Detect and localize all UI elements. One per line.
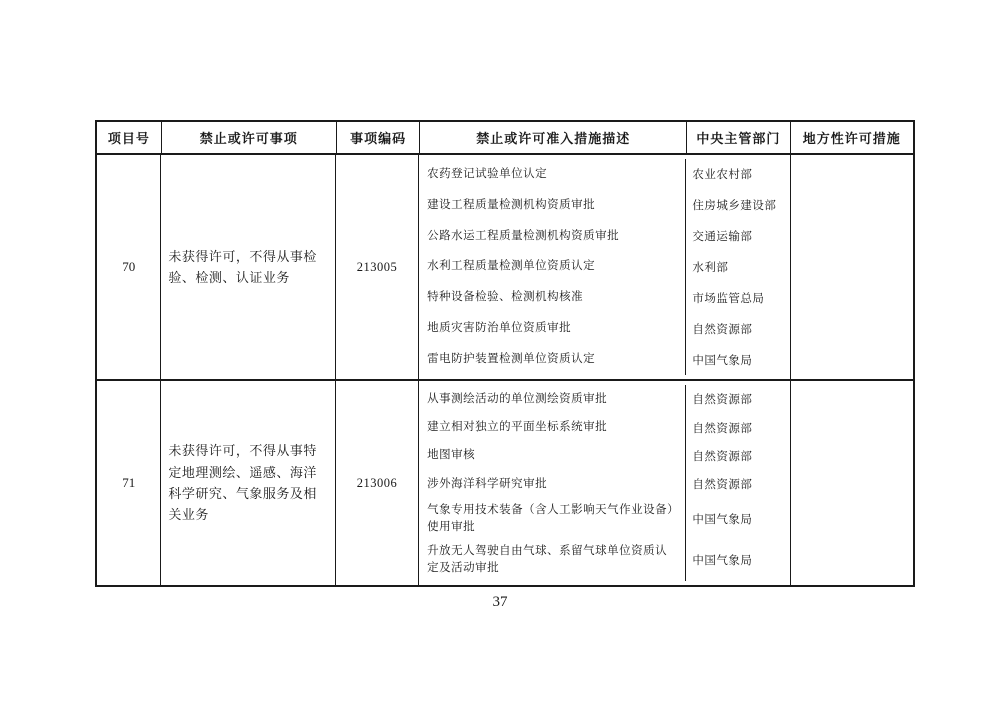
measure-text: 气象专用技术装备（含人工影响天气作业设备）使用审批 bbox=[419, 499, 686, 540]
measure-dept: 住房城乡建设部 bbox=[692, 200, 777, 213]
measure-row bbox=[419, 385, 790, 413]
measure-dept: 交通运输部 bbox=[692, 231, 753, 244]
measure-text: 农药登记试验单位认定 bbox=[419, 159, 686, 190]
measure-row bbox=[419, 159, 790, 190]
measure-dept: 中国气象局 bbox=[692, 354, 753, 367]
header-local-measures: 地方性许可措施 bbox=[802, 131, 901, 146]
measure-row bbox=[419, 344, 790, 375]
measure-text: 从事测绘活动的单位测绘资质审批 bbox=[419, 385, 686, 413]
measure-row bbox=[419, 221, 790, 252]
measure-row bbox=[419, 252, 790, 283]
item-number: 70 bbox=[97, 155, 161, 379]
permission-items-table bbox=[95, 120, 915, 587]
measure-dept: 自然资源部 bbox=[692, 479, 753, 492]
measure-row bbox=[419, 190, 790, 221]
measure-dept: 自然资源部 bbox=[692, 422, 753, 435]
item-number: 71 bbox=[97, 381, 161, 585]
measure-row bbox=[419, 470, 790, 498]
measure-row bbox=[419, 413, 790, 441]
local-measures-cell bbox=[791, 155, 913, 379]
measure-text: 特种设备检验、检测机构核准 bbox=[419, 282, 686, 313]
measure-dept: 市场监管总局 bbox=[692, 292, 765, 305]
measure-text: 建立相对独立的平面坐标系统审批 bbox=[419, 413, 686, 441]
page-number: 37 bbox=[492, 594, 508, 610]
measure-dept: 自然资源部 bbox=[692, 394, 753, 407]
item-code: 213005 bbox=[336, 155, 419, 379]
measure-text: 公路水运工程质量检测机构资质审批 bbox=[419, 221, 686, 252]
header-measure-description: 禁止或许可准入措施描述 bbox=[420, 122, 687, 153]
measure-dept: 中国气象局 bbox=[692, 514, 753, 527]
table-header-row bbox=[97, 122, 913, 155]
local-measures-cell bbox=[791, 381, 913, 585]
header-item-number: 项目号 bbox=[97, 122, 162, 153]
measure-text: 涉外海洋科学研究审批 bbox=[419, 470, 686, 498]
measures-group bbox=[419, 381, 791, 585]
matter-text: 未获得许可，不得从事特定地理测绘、遥感、海洋科学研究、气象服务及相关业务 bbox=[161, 381, 336, 585]
header-central-department: 中央主管部门 bbox=[687, 122, 791, 153]
measure-text: 地质灾害防治单位资质审批 bbox=[419, 313, 686, 344]
measure-text: 雷电防护装置检测单位资质认定 bbox=[419, 344, 686, 375]
measure-dept: 自然资源部 bbox=[692, 451, 753, 464]
header-item-code: 事项编码 bbox=[337, 122, 421, 153]
measure-row bbox=[419, 282, 790, 313]
measure-dept: 自然资源部 bbox=[692, 323, 753, 336]
measure-dept: 水利部 bbox=[692, 262, 729, 274]
measure-text: 地图审核 bbox=[419, 442, 686, 470]
measure-row bbox=[419, 442, 790, 470]
measure-row bbox=[419, 499, 790, 540]
measure-text: 建设工程质量检测机构资质审批 bbox=[419, 190, 686, 221]
matter-text: 未获得许可，不得从事检验、检测、认证业务 bbox=[161, 155, 336, 379]
measure-text: 水利工程质量检测单位资质认定 bbox=[419, 252, 686, 283]
item-code: 213006 bbox=[336, 381, 419, 585]
measure-dept: 农业农村部 bbox=[692, 169, 753, 182]
measure-text: 升放无人驾驶自由气球、系留气球单位资质认定及活动审批 bbox=[419, 540, 686, 581]
measure-dept: 中国气象局 bbox=[692, 555, 753, 568]
measure-row bbox=[419, 540, 790, 581]
measures-group bbox=[419, 155, 791, 379]
header-prohibited-matter: 禁止或许可事项 bbox=[162, 122, 337, 153]
measure-row bbox=[419, 313, 790, 344]
table-row bbox=[97, 381, 913, 585]
table-row bbox=[97, 155, 913, 381]
